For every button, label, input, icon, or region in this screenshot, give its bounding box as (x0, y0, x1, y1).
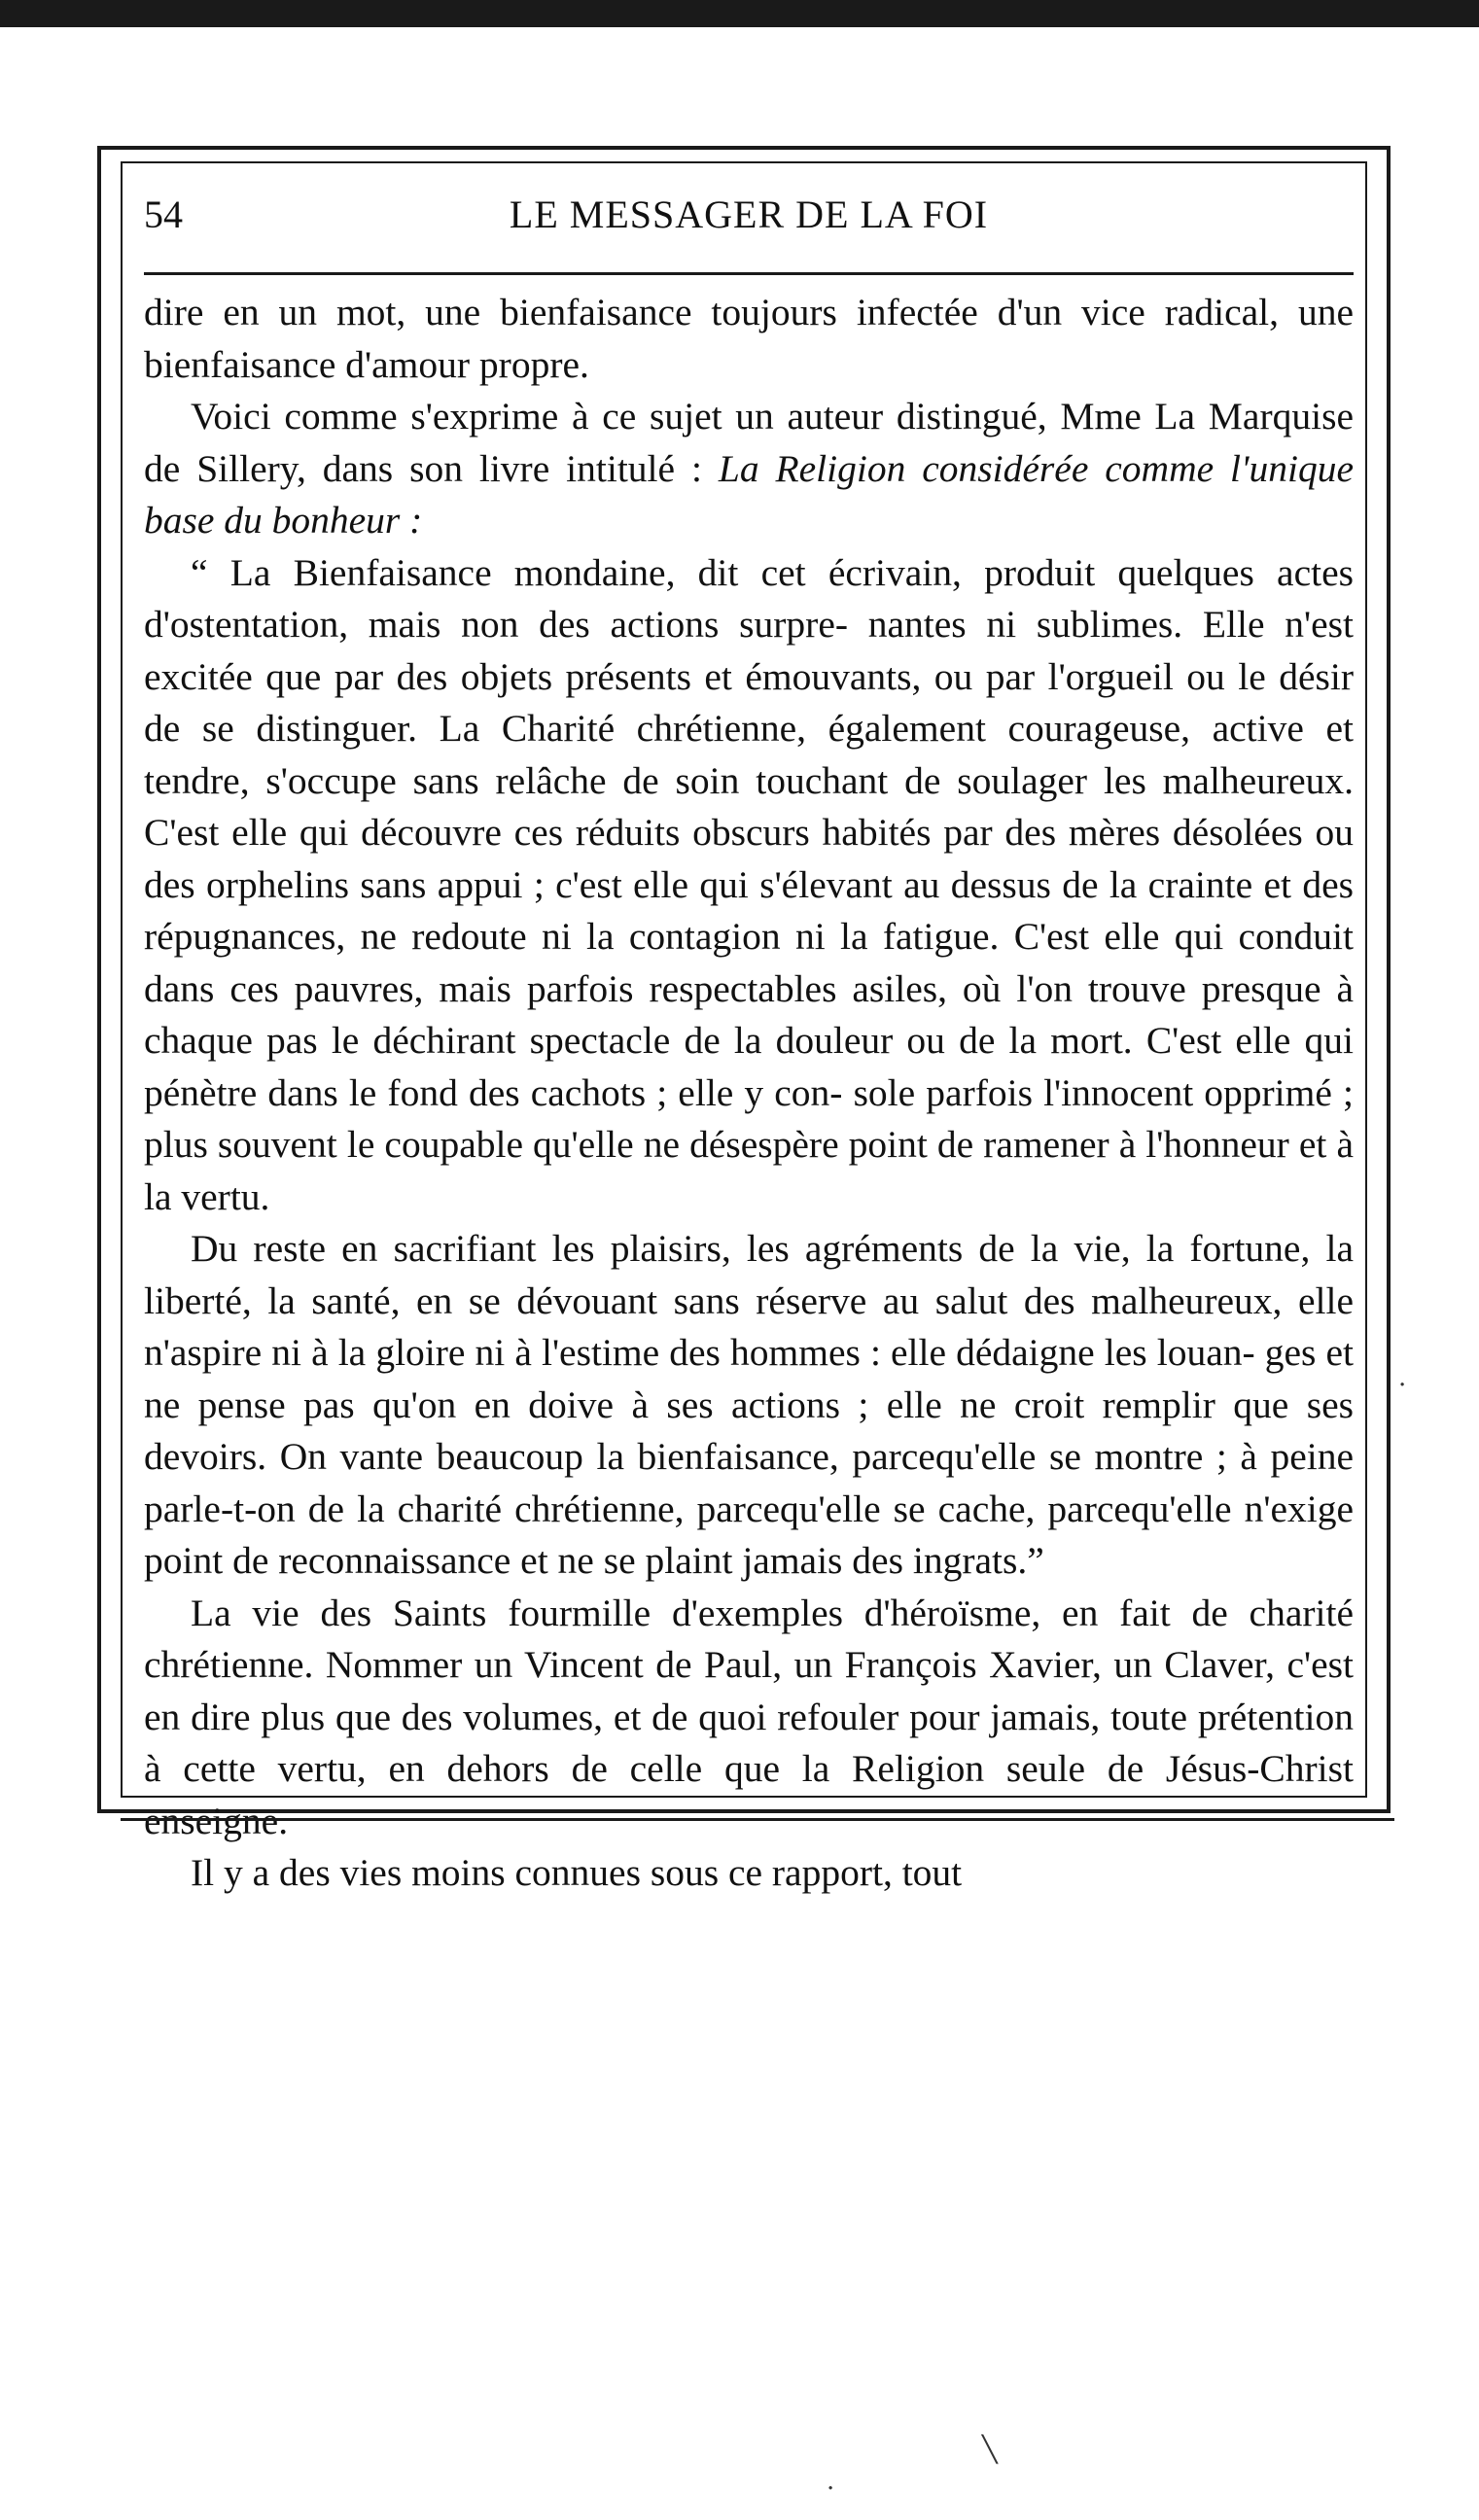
body-text (144, 287, 1354, 1900)
text-line: Du reste en sacrifiant les plaisirs, les agréments de la (191, 1227, 1074, 1270)
text-line: Mme La Marquise de Sillery, dans son livre intitulé : (144, 395, 1354, 490)
scan-speck: ╲ (982, 2435, 998, 2465)
text-line: fait de charité chrétienne. Nommer un Vincent de Paul, (144, 1591, 1354, 1686)
text-line: gloire ni à l'estime des hommes : elle dédaigne les louan- (375, 1331, 1265, 1374)
text-line: vertu. (181, 1174, 270, 1218)
text-line: orphelins sans appui ; c'est elle qui s'élevant au dessus de (206, 862, 1109, 906)
text-line: qu'elle ne désespère point de ramener à l'honneur et à la (144, 1123, 1354, 1218)
text-line: vie, la fortune, la liberté, la santé, en se dévouant sans (144, 1227, 1354, 1322)
text-line: Voici comme s'exprime à ce sujet un auteur distingué, (191, 395, 1061, 438)
text-line: sole parfois l'innocent opprimé ; plus souvent le coupable (144, 1070, 1354, 1166)
scan-speck: · (1398, 1371, 1407, 1400)
text-line: nantes ni sublimes. Elle n'est excitée que par des objets (144, 603, 1354, 698)
text-line: réserve au salut des malheureux, elle n'aspire ni à la (144, 1278, 1354, 1374)
book-page (144, 181, 1355, 1894)
page-border-bottom (121, 1818, 1394, 1821)
text-line: volumes, et de quoi refouler pour jamais, toute prétention (463, 1695, 1355, 1738)
book-title: La Religion considérée comme l'unique base du bonheur : (144, 446, 1354, 542)
text-line: présents et émouvants, ou par l'orgueil ou le désir de se (144, 654, 1354, 750)
paragraph (144, 1223, 1354, 1588)
text-line: à cette vertu, en dehors de celle que la Religion seule de (144, 1747, 1166, 1790)
paragraph (144, 1847, 1354, 1900)
text-line: ges et ne pense pas qu'on en doive à ses actions ; elle ne (144, 1331, 1354, 1426)
page-header (144, 181, 1354, 249)
text-line: bienfaisance, parcequ'elle se montre ; à peine parle-t-on de (144, 1435, 1354, 1530)
text-line: un François Xavier, un Claver, c'est en dire plus que des (144, 1643, 1354, 1738)
scan-top-edge (0, 0, 1479, 27)
paragraph (144, 547, 1354, 1224)
paragraph (144, 287, 1354, 391)
text-line: distinguer. La Charité chrétienne, également courageuse, (256, 707, 1213, 750)
text-line: la crainte et des répugnances, ne redoute ni la contagion ni (144, 862, 1354, 958)
text-line: Jésus-Christ enseigne. (144, 1747, 1354, 1842)
text-line: vice radical, une bienfaisance d'amour propre. (144, 291, 1354, 386)
scan-speck: · (827, 2474, 835, 2503)
running-title: LE MESSAGER DE LA FOI (509, 192, 989, 236)
text-line: dire en un mot, une bienfaisance toujours infectée d'un (144, 291, 1081, 333)
text-line: quelques actes d'ostentation, mais non des actions surpre- (144, 550, 1354, 646)
text-line: soulager les malheureux. C'est elle qui découvre ces (144, 758, 1355, 854)
paragraph (144, 391, 1354, 547)
text-line: Il y a des vies moins connues sous ce rapport, tout (191, 1851, 963, 1894)
text-line: La vie des Saints fourmille d'exemples d'héroïsme, en (191, 1591, 1120, 1634)
page-number: 54 (144, 192, 183, 236)
text-line: “ La Bienfaisance mondaine, dit cet écrivain, produit (191, 550, 1118, 594)
text-line: la fatigue. C'est elle qui conduit dans ces pauvres, mais (144, 915, 1354, 1010)
text-line: n'exige point de reconnaissance et ne se plaint jamais des (144, 1487, 1354, 1582)
paragraph (144, 1588, 1354, 1848)
text-line: C'est elle qui pénètre dans le fond des cachots ; elle y con- (144, 1019, 1354, 1114)
text-line: pas le déchirant spectacle de la douleur ou de la mort. (266, 1019, 1146, 1062)
header-rule (144, 272, 1354, 275)
text-line: ingrats.” (912, 1539, 1044, 1582)
text-line: réduits obscurs habités par des mères désolées ou des (144, 811, 1354, 906)
text-line: croit remplir que ses devoirs. On vante beaucoup la (144, 1382, 1354, 1478)
text-line: parfois respectables asiles, où l'on trouve presque à chaque (144, 966, 1354, 1062)
text-line: la charité chrétienne, parcequ'elle se cache, parcequ'elle (357, 1487, 1245, 1530)
text-line: active et tendre, s'occupe sans relâche de soin touchant de (144, 707, 1354, 802)
